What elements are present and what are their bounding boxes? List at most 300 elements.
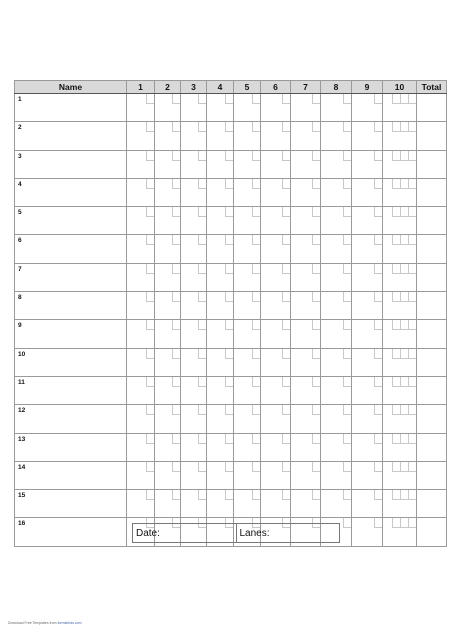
ball-box[interactable] [172, 94, 180, 104]
ball-box[interactable] [172, 151, 180, 161]
frame-cell[interactable] [383, 433, 417, 461]
ball-box[interactable] [146, 405, 154, 415]
ball-box[interactable] [343, 377, 351, 387]
frame-cell[interactable] [291, 320, 321, 348]
frame-cell[interactable] [321, 122, 352, 150]
ball-box[interactable] [146, 490, 154, 500]
frame-cell[interactable] [127, 461, 155, 489]
total-cell[interactable] [417, 405, 447, 433]
ball-box[interactable] [408, 235, 416, 245]
bowler-name-cell[interactable] [15, 461, 127, 489]
ball-box[interactable] [225, 490, 233, 500]
frame-cell[interactable] [261, 320, 291, 348]
ball-box[interactable] [172, 462, 180, 472]
bowler-name-cell[interactable] [15, 150, 127, 178]
ball-box[interactable] [400, 320, 408, 330]
ball-box[interactable] [400, 405, 408, 415]
ball-box[interactable] [400, 490, 408, 500]
frame-cell[interactable] [383, 405, 417, 433]
ball-box[interactable] [172, 235, 180, 245]
ball-box[interactable] [374, 349, 382, 359]
ball-box[interactable] [374, 264, 382, 274]
frame-cell[interactable] [261, 178, 291, 206]
ball-box[interactable] [252, 94, 260, 104]
frame-cell[interactable] [234, 94, 261, 122]
total-cell[interactable] [417, 348, 447, 376]
ball-box[interactable] [312, 490, 320, 500]
frame-cell[interactable] [207, 348, 234, 376]
ball-box[interactable] [225, 434, 233, 444]
frame-cell[interactable] [234, 490, 261, 518]
frame-cell[interactable] [207, 122, 234, 150]
ball-box[interactable] [146, 94, 154, 104]
frame-cell[interactable] [383, 150, 417, 178]
ball-box[interactable] [408, 349, 416, 359]
frame-cell[interactable] [383, 94, 417, 122]
ball-box[interactable] [343, 122, 351, 132]
frame-cell[interactable] [321, 235, 352, 263]
ball-box[interactable] [225, 349, 233, 359]
ball-box[interactable] [198, 462, 206, 472]
bowler-name-cell[interactable] [15, 518, 127, 546]
ball-box[interactable] [408, 405, 416, 415]
frame-cell[interactable] [234, 320, 261, 348]
ball-box[interactable] [225, 207, 233, 217]
ball-box[interactable] [374, 151, 382, 161]
ball-box[interactable] [252, 462, 260, 472]
ball-box[interactable] [198, 349, 206, 359]
ball-box[interactable] [400, 434, 408, 444]
frame-cell[interactable] [291, 150, 321, 178]
frame-cell[interactable] [261, 292, 291, 320]
ball-box[interactable] [282, 122, 290, 132]
frame-cell[interactable] [181, 292, 207, 320]
frame-cell[interactable] [352, 178, 383, 206]
frame-cell[interactable] [261, 376, 291, 404]
ball-box[interactable] [312, 462, 320, 472]
ball-box[interactable] [312, 405, 320, 415]
frame-cell[interactable] [127, 376, 155, 404]
frame-cell[interactable] [291, 263, 321, 291]
frame-cell[interactable] [234, 235, 261, 263]
frame-cell[interactable] [127, 348, 155, 376]
ball-box[interactable] [252, 349, 260, 359]
ball-box[interactable] [225, 151, 233, 161]
frame-cell[interactable] [181, 461, 207, 489]
ball-box[interactable] [408, 264, 416, 274]
ball-box[interactable] [146, 235, 154, 245]
ball-box[interactable] [408, 179, 416, 189]
ball-box[interactable] [225, 179, 233, 189]
frame-cell[interactable] [127, 207, 155, 235]
ball-box[interactable] [172, 405, 180, 415]
frame-cell[interactable] [234, 122, 261, 150]
frame-cell[interactable] [155, 348, 181, 376]
frame-cell[interactable] [155, 178, 181, 206]
footer-link[interactable]: formsbirds.com [57, 621, 82, 625]
total-cell[interactable] [417, 263, 447, 291]
ball-box[interactable] [392, 151, 400, 161]
ball-box[interactable] [374, 377, 382, 387]
frame-cell[interactable] [261, 405, 291, 433]
ball-box[interactable] [374, 122, 382, 132]
ball-box[interactable] [198, 179, 206, 189]
ball-box[interactable] [374, 490, 382, 500]
ball-box[interactable] [282, 462, 290, 472]
frame-cell[interactable] [261, 122, 291, 150]
frame-cell[interactable] [127, 405, 155, 433]
frame-cell[interactable] [155, 433, 181, 461]
ball-box[interactable] [282, 179, 290, 189]
ball-box[interactable] [225, 462, 233, 472]
ball-box[interactable] [312, 264, 320, 274]
ball-box[interactable] [312, 320, 320, 330]
ball-box[interactable] [374, 94, 382, 104]
frame-cell[interactable] [207, 461, 234, 489]
frame-cell[interactable] [321, 263, 352, 291]
frame-cell[interactable] [261, 348, 291, 376]
ball-box[interactable] [392, 264, 400, 274]
ball-box[interactable] [400, 151, 408, 161]
ball-box[interactable] [252, 122, 260, 132]
ball-box[interactable] [400, 349, 408, 359]
frame-cell[interactable] [155, 405, 181, 433]
frame-cell[interactable] [181, 320, 207, 348]
ball-box[interactable] [172, 349, 180, 359]
frame-cell[interactable] [291, 405, 321, 433]
ball-box[interactable] [312, 377, 320, 387]
frame-cell[interactable] [352, 263, 383, 291]
ball-box[interactable] [400, 518, 408, 528]
ball-box[interactable] [400, 377, 408, 387]
ball-box[interactable] [400, 179, 408, 189]
ball-box[interactable] [408, 94, 416, 104]
ball-box[interactable] [400, 235, 408, 245]
frame-cell[interactable] [352, 405, 383, 433]
ball-box[interactable] [252, 151, 260, 161]
frame-cell[interactable] [383, 292, 417, 320]
ball-box[interactable] [146, 320, 154, 330]
frame-cell[interactable] [261, 207, 291, 235]
frame-cell[interactable] [181, 122, 207, 150]
total-cell[interactable] [417, 235, 447, 263]
ball-box[interactable] [252, 292, 260, 302]
ball-box[interactable] [343, 179, 351, 189]
frame-cell[interactable] [234, 292, 261, 320]
ball-box[interactable] [225, 405, 233, 415]
frame-cell[interactable] [127, 122, 155, 150]
ball-box[interactable] [198, 94, 206, 104]
frame-cell[interactable] [291, 490, 321, 518]
frame-cell[interactable] [155, 490, 181, 518]
ball-box[interactable] [408, 292, 416, 302]
frame-cell[interactable] [155, 94, 181, 122]
ball-box[interactable] [282, 405, 290, 415]
bowler-name-cell[interactable] [15, 348, 127, 376]
frame-cell[interactable] [181, 263, 207, 291]
frame-cell[interactable] [383, 178, 417, 206]
ball-box[interactable] [343, 292, 351, 302]
frame-cell[interactable] [155, 235, 181, 263]
ball-box[interactable] [282, 94, 290, 104]
ball-box[interactable] [392, 122, 400, 132]
ball-box[interactable] [282, 292, 290, 302]
frame-cell[interactable] [261, 461, 291, 489]
ball-box[interactable] [400, 462, 408, 472]
ball-box[interactable] [225, 264, 233, 274]
frame-cell[interactable] [207, 292, 234, 320]
ball-box[interactable] [408, 518, 416, 528]
ball-box[interactable] [408, 462, 416, 472]
bowler-name-cell[interactable] [15, 235, 127, 263]
frame-cell[interactable] [261, 433, 291, 461]
frame-cell[interactable] [181, 490, 207, 518]
frame-cell[interactable] [234, 461, 261, 489]
ball-box[interactable] [146, 462, 154, 472]
frame-cell[interactable] [234, 150, 261, 178]
ball-box[interactable] [392, 320, 400, 330]
ball-box[interactable] [252, 377, 260, 387]
frame-cell[interactable] [127, 178, 155, 206]
ball-box[interactable] [146, 122, 154, 132]
ball-box[interactable] [312, 207, 320, 217]
frame-cell[interactable] [207, 94, 234, 122]
frame-cell[interactable] [181, 235, 207, 263]
frame-cell[interactable] [352, 94, 383, 122]
ball-box[interactable] [343, 462, 351, 472]
ball-box[interactable] [374, 462, 382, 472]
ball-box[interactable] [198, 264, 206, 274]
ball-box[interactable] [172, 320, 180, 330]
ball-box[interactable] [343, 264, 351, 274]
ball-box[interactable] [146, 151, 154, 161]
frame-cell[interactable] [234, 178, 261, 206]
bowler-name-cell[interactable] [15, 207, 127, 235]
frame-cell[interactable] [127, 263, 155, 291]
frame-cell[interactable] [127, 94, 155, 122]
frame-cell[interactable] [234, 348, 261, 376]
bowler-name-cell[interactable] [15, 433, 127, 461]
total-cell[interactable] [417, 150, 447, 178]
frame-cell[interactable] [352, 207, 383, 235]
ball-box[interactable] [146, 377, 154, 387]
frame-cell[interactable] [352, 376, 383, 404]
bowler-name-cell[interactable] [15, 320, 127, 348]
ball-box[interactable] [146, 179, 154, 189]
ball-box[interactable] [225, 94, 233, 104]
total-cell[interactable] [417, 518, 447, 546]
frame-cell[interactable] [127, 320, 155, 348]
ball-box[interactable] [374, 235, 382, 245]
ball-box[interactable] [198, 320, 206, 330]
ball-box[interactable] [343, 490, 351, 500]
ball-box[interactable] [374, 405, 382, 415]
ball-box[interactable] [374, 292, 382, 302]
frame-cell[interactable] [155, 320, 181, 348]
frame-cell[interactable] [127, 490, 155, 518]
frame-cell[interactable] [181, 207, 207, 235]
ball-box[interactable] [392, 405, 400, 415]
ball-box[interactable] [400, 122, 408, 132]
ball-box[interactable] [392, 349, 400, 359]
frame-cell[interactable] [127, 235, 155, 263]
ball-box[interactable] [343, 405, 351, 415]
ball-box[interactable] [312, 179, 320, 189]
frame-cell[interactable] [155, 461, 181, 489]
frame-cell[interactable] [291, 94, 321, 122]
ball-box[interactable] [408, 207, 416, 217]
ball-box[interactable] [282, 349, 290, 359]
frame-cell[interactable] [291, 292, 321, 320]
ball-box[interactable] [252, 434, 260, 444]
ball-box[interactable] [408, 151, 416, 161]
frame-cell[interactable] [321, 292, 352, 320]
ball-box[interactable] [198, 207, 206, 217]
ball-box[interactable] [146, 207, 154, 217]
ball-box[interactable] [343, 518, 351, 528]
ball-box[interactable] [172, 434, 180, 444]
ball-box[interactable] [198, 434, 206, 444]
total-cell[interactable] [417, 461, 447, 489]
frame-cell[interactable] [234, 263, 261, 291]
frame-cell[interactable] [321, 405, 352, 433]
ball-box[interactable] [400, 94, 408, 104]
ball-box[interactable] [343, 349, 351, 359]
ball-box[interactable] [225, 292, 233, 302]
frame-cell[interactable] [383, 461, 417, 489]
frame-cell[interactable] [127, 433, 155, 461]
frame-cell[interactable] [352, 461, 383, 489]
ball-box[interactable] [282, 151, 290, 161]
frame-cell[interactable] [291, 348, 321, 376]
total-cell[interactable] [417, 94, 447, 122]
frame-cell[interactable] [383, 490, 417, 518]
frame-cell[interactable] [181, 94, 207, 122]
frame-cell[interactable] [207, 376, 234, 404]
ball-box[interactable] [374, 320, 382, 330]
frame-cell[interactable] [352, 490, 383, 518]
ball-box[interactable] [198, 377, 206, 387]
bowler-name-cell[interactable] [15, 376, 127, 404]
frame-cell[interactable] [181, 376, 207, 404]
ball-box[interactable] [392, 434, 400, 444]
frame-cell[interactable] [181, 405, 207, 433]
frame-cell[interactable] [261, 490, 291, 518]
frame-cell[interactable] [321, 348, 352, 376]
frame-cell[interactable] [291, 207, 321, 235]
ball-box[interactable] [198, 122, 206, 132]
ball-box[interactable] [252, 207, 260, 217]
bowler-name-cell[interactable] [15, 94, 127, 122]
ball-box[interactable] [172, 377, 180, 387]
bowler-name-cell[interactable] [15, 405, 127, 433]
ball-box[interactable] [146, 292, 154, 302]
ball-box[interactable] [172, 207, 180, 217]
total-cell[interactable] [417, 207, 447, 235]
ball-box[interactable] [400, 292, 408, 302]
frame-cell[interactable] [352, 122, 383, 150]
frame-cell[interactable] [207, 235, 234, 263]
ball-box[interactable] [374, 518, 382, 528]
ball-box[interactable] [400, 207, 408, 217]
frame-cell[interactable] [155, 150, 181, 178]
ball-box[interactable] [282, 235, 290, 245]
ball-box[interactable] [312, 151, 320, 161]
ball-box[interactable] [225, 122, 233, 132]
frame-cell[interactable] [291, 235, 321, 263]
ball-box[interactable] [343, 94, 351, 104]
frame-cell[interactable] [291, 122, 321, 150]
frame-cell[interactable] [207, 320, 234, 348]
ball-box[interactable] [225, 377, 233, 387]
frame-cell[interactable] [321, 433, 352, 461]
frame-cell[interactable] [181, 348, 207, 376]
ball-box[interactable] [172, 179, 180, 189]
frame-cell[interactable] [383, 320, 417, 348]
ball-box[interactable] [252, 405, 260, 415]
ball-box[interactable] [312, 292, 320, 302]
ball-box[interactable] [146, 349, 154, 359]
bowler-name-cell[interactable] [15, 292, 127, 320]
ball-box[interactable] [282, 377, 290, 387]
frame-cell[interactable] [321, 376, 352, 404]
ball-box[interactable] [374, 179, 382, 189]
frame-cell[interactable] [321, 320, 352, 348]
ball-box[interactable] [282, 434, 290, 444]
frame-cell[interactable] [352, 235, 383, 263]
bowler-name-cell[interactable] [15, 490, 127, 518]
ball-box[interactable] [312, 122, 320, 132]
frame-cell[interactable] [291, 461, 321, 489]
ball-box[interactable] [172, 122, 180, 132]
frame-cell[interactable] [352, 433, 383, 461]
ball-box[interactable] [252, 490, 260, 500]
frame-cell[interactable] [383, 376, 417, 404]
ball-box[interactable] [282, 264, 290, 274]
ball-box[interactable] [343, 151, 351, 161]
ball-box[interactable] [172, 490, 180, 500]
frame-cell[interactable] [207, 263, 234, 291]
ball-box[interactable] [408, 490, 416, 500]
total-cell[interactable] [417, 433, 447, 461]
ball-box[interactable] [392, 94, 400, 104]
ball-box[interactable] [312, 349, 320, 359]
frame-cell[interactable] [291, 433, 321, 461]
ball-box[interactable] [252, 264, 260, 274]
frame-cell[interactable] [352, 320, 383, 348]
frame-cell[interactable] [207, 150, 234, 178]
frame-cell[interactable] [181, 433, 207, 461]
frame-cell[interactable] [207, 405, 234, 433]
ball-box[interactable] [146, 434, 154, 444]
frame-cell[interactable] [352, 518, 383, 546]
ball-box[interactable] [392, 490, 400, 500]
ball-box[interactable] [172, 264, 180, 274]
ball-box[interactable] [252, 179, 260, 189]
ball-box[interactable] [172, 292, 180, 302]
ball-box[interactable] [225, 320, 233, 330]
frame-cell[interactable] [383, 207, 417, 235]
ball-box[interactable] [392, 235, 400, 245]
frame-cell[interactable] [261, 263, 291, 291]
ball-box[interactable] [198, 490, 206, 500]
frame-cell[interactable] [155, 292, 181, 320]
frame-cell[interactable] [383, 122, 417, 150]
ball-box[interactable] [225, 235, 233, 245]
frame-cell[interactable] [383, 263, 417, 291]
frame-cell[interactable] [291, 376, 321, 404]
lanes-field[interactable]: Lanes: [236, 524, 340, 543]
